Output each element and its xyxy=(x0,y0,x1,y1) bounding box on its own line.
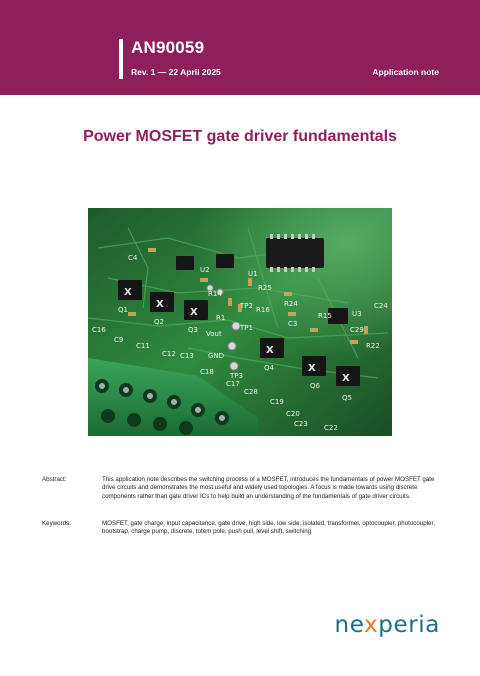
pcb-label-c12: C12 xyxy=(162,350,176,358)
pcb-label-c29: C29 xyxy=(350,326,364,334)
pcb-label-c18: C18 xyxy=(200,368,214,376)
pcb-label-tp1: TP1 xyxy=(240,324,253,332)
pcb-label-q5: Q5 xyxy=(342,394,352,402)
abstract-label: Abstract: xyxy=(42,476,67,483)
pcb-label-vout: Vout xyxy=(206,330,222,338)
pcb-label-r24: R24 xyxy=(284,300,298,308)
pcb-label-r15: R15 xyxy=(318,312,332,320)
svg-text:X: X xyxy=(342,373,350,384)
keywords-text: MOSFET, gate charge, input capacitance, gate drive, high side, low side, isolated, transformer, optocoupler, photocoupler, bootstrap, charge pump, discrete, totem pole, push pull, level shift, switching xyxy=(102,520,435,536)
pcb-label-tp2: TP2 xyxy=(240,302,253,310)
pcb-label-gnd: GND xyxy=(208,352,225,360)
pcb-label-q2: Q2 xyxy=(154,318,164,326)
pcb-label-c19: C19 xyxy=(270,398,284,406)
pcb-label-u3: U3 xyxy=(352,310,362,318)
pcb-label-q1: Q1 xyxy=(118,306,128,314)
svg-text:X: X xyxy=(190,307,198,318)
logo-part-1: ne xyxy=(334,612,365,638)
logo-part-3: peria xyxy=(378,612,440,638)
pcb-label-r1: R1 xyxy=(216,314,226,322)
pcb-label-c9: C9 xyxy=(114,336,124,344)
pcb-label-c28: C28 xyxy=(244,388,258,396)
header-band xyxy=(0,0,480,95)
abstract-text: This application note describes the switching process of a MOSFET, introduces the fundamentals of power MOSFET gate drive circuits and demonstrates the most useful and widely used topologies. A focus is made towards using discrete components rather than gate driver ICs to help build an understanding of the fundamentals of gate driver circuits. xyxy=(102,476,435,500)
header-accent-bar xyxy=(119,39,123,79)
pcb-label-c23: C23 xyxy=(294,420,308,428)
revision-date: Rev. 1 — 22 April 2025 xyxy=(131,67,221,77)
svg-text:X: X xyxy=(266,345,274,356)
svg-text:X: X xyxy=(124,287,132,298)
pcb-label-r25: R25 xyxy=(258,284,272,292)
pcb-label-c24: C24 xyxy=(374,302,388,310)
svg-text:X: X xyxy=(156,299,164,310)
abstract-section xyxy=(42,476,442,516)
pcb-label-c16: C16 xyxy=(92,326,106,334)
pcb-label-u1: U1 xyxy=(248,270,258,278)
pcb-label-c13: C13 xyxy=(180,352,194,360)
svg-text:X: X xyxy=(308,363,316,374)
pcb-label-u2: U2 xyxy=(200,266,210,274)
document-id: AN90059 xyxy=(131,38,205,57)
pcb-label-c17: C17 xyxy=(226,380,240,388)
pcb-label-q4: Q4 xyxy=(264,364,274,372)
nexperia-logo xyxy=(335,612,440,638)
pcb-label-c3: C3 xyxy=(288,320,298,328)
pcb-label-c22: C22 xyxy=(324,424,338,432)
pcb-label-c4: C4 xyxy=(128,254,138,262)
pcb-label-r16: R16 xyxy=(256,306,270,314)
pcb-label-r14: R14 xyxy=(208,290,222,298)
logo-part-2: x xyxy=(364,612,379,638)
pcb-label-q6: Q6 xyxy=(310,382,320,390)
keywords-section xyxy=(42,520,442,540)
circuit-board-photo xyxy=(88,208,392,436)
document-title: Power MOSFET gate driver fundamentals xyxy=(83,128,397,145)
pcb-label-tp3: TP3 xyxy=(230,372,243,380)
pcb-label-q3: Q3 xyxy=(188,326,198,334)
keywords-label: Keywords: xyxy=(42,520,71,527)
pcb-label-r22: R22 xyxy=(366,342,380,350)
pcb-label-c11: C11 xyxy=(136,342,150,350)
document-type: Application note xyxy=(372,67,439,77)
pcb-label-c20: C20 xyxy=(286,410,300,418)
